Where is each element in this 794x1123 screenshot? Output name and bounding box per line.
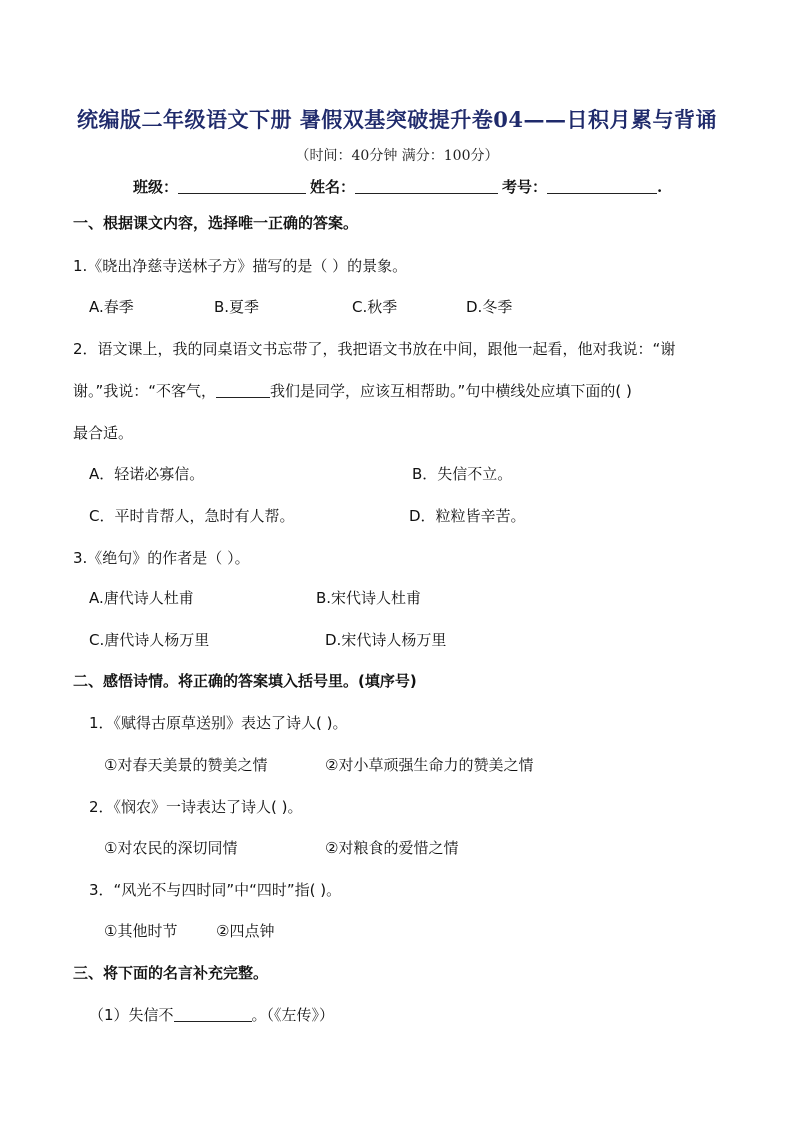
section-1-heading: 一、根据课文内容，选择唯一正确的答案。 bbox=[73, 214, 359, 232]
question-1-2-line2 bbox=[73, 380, 632, 401]
q1-3-option-c[interactable]: C.唐代诗人杨万里 bbox=[89, 631, 210, 649]
exam-time-score: （时间：40分钟 满分：100分） bbox=[295, 148, 499, 164]
q3-1-text-a: （1）失信不 bbox=[89, 1006, 174, 1024]
question-2-1: 1．《赋得古原草送别》表达了诗人( )。 bbox=[89, 714, 348, 732]
q3-1-blank[interactable] bbox=[174, 1006, 252, 1022]
q2-3-option-2[interactable]: ②四点钟 bbox=[216, 922, 275, 940]
q3-1-text-b: 。（《左传》） bbox=[251, 1006, 335, 1024]
class-field[interactable] bbox=[178, 177, 306, 194]
question-1-2-line1: 2．语文课上，我的同桌语文书忘带了，我把语文书放在中间，跟他一起看，他对我说：“谢 bbox=[73, 340, 676, 358]
q2-2-option-1[interactable]: ①对农民的深切同情 bbox=[104, 839, 238, 857]
exam-number-label: 考号： bbox=[502, 178, 548, 196]
name-field[interactable] bbox=[355, 177, 498, 194]
page-title: 统编版二年级语文下册 暑假双基突破提升卷04——日积月累与背诵 bbox=[76, 107, 718, 132]
info-end-dot: . bbox=[657, 178, 663, 196]
q1-2-text-a: 谢。”我说：“不客气， bbox=[73, 382, 217, 400]
question-1-2-line3: 最合适。 bbox=[73, 424, 134, 442]
question-1-1: 1.《晓出净慈寺送林子方》描写的是（ ）的景象。 bbox=[73, 257, 408, 275]
question-1-3: 3.《绝句》的作者是（ ）。 bbox=[73, 549, 250, 567]
q1-2-option-c[interactable]: C．平时肯帮人，急时有人帮。 bbox=[89, 507, 295, 525]
q1-3-option-a[interactable]: A.唐代诗人杜甫 bbox=[89, 589, 194, 607]
exam-number-field[interactable] bbox=[547, 177, 657, 194]
question-2-2: 2．《悯农》一诗表达了诗人( )。 bbox=[89, 798, 303, 816]
q1-2-option-b[interactable]: B．失信不立。 bbox=[412, 465, 513, 483]
section-3-heading: 三、将下面的名言补充完整。 bbox=[73, 964, 269, 982]
q1-3-option-b[interactable]: B.宋代诗人杜甫 bbox=[316, 589, 422, 607]
q1-1-option-a[interactable]: A.春季 bbox=[89, 298, 134, 316]
question-3-1 bbox=[89, 1004, 334, 1025]
student-info-row bbox=[133, 176, 662, 197]
q1-2-blank[interactable] bbox=[216, 382, 270, 398]
q2-1-option-1[interactable]: ①对春天美景的赞美之情 bbox=[104, 756, 268, 774]
q2-1-option-2[interactable]: ②对小草顽强生命力的赞美之情 bbox=[325, 756, 534, 774]
q1-1-option-d[interactable]: D.冬季 bbox=[466, 298, 513, 316]
q2-3-option-1[interactable]: ①其他时节 bbox=[104, 922, 178, 940]
q1-3-option-d[interactable]: D.宋代诗人杨万里 bbox=[325, 631, 447, 649]
q2-2-option-2[interactable]: ②对粮食的爱惜之情 bbox=[325, 839, 459, 857]
section-2-heading: 二、感悟诗情。将正确的答案填入括号里。(填序号) bbox=[73, 672, 417, 690]
q1-2-option-a[interactable]: A．轻诺必寡信。 bbox=[89, 465, 205, 483]
q1-1-option-b[interactable]: B.夏季 bbox=[214, 298, 260, 316]
q1-2-text-b: 我们是同学，应该互相帮助。”句中横线处应填下面的( ) bbox=[270, 382, 632, 400]
question-2-3: 3．“风光不与四时同”中“四时”指( )。 bbox=[89, 881, 342, 899]
q1-1-option-c[interactable]: C.秋季 bbox=[352, 298, 398, 316]
class-label: 班级： bbox=[133, 178, 179, 196]
q1-2-option-d[interactable]: D．粒粒皆辛苦。 bbox=[409, 507, 526, 525]
name-label: 姓名： bbox=[310, 178, 356, 196]
